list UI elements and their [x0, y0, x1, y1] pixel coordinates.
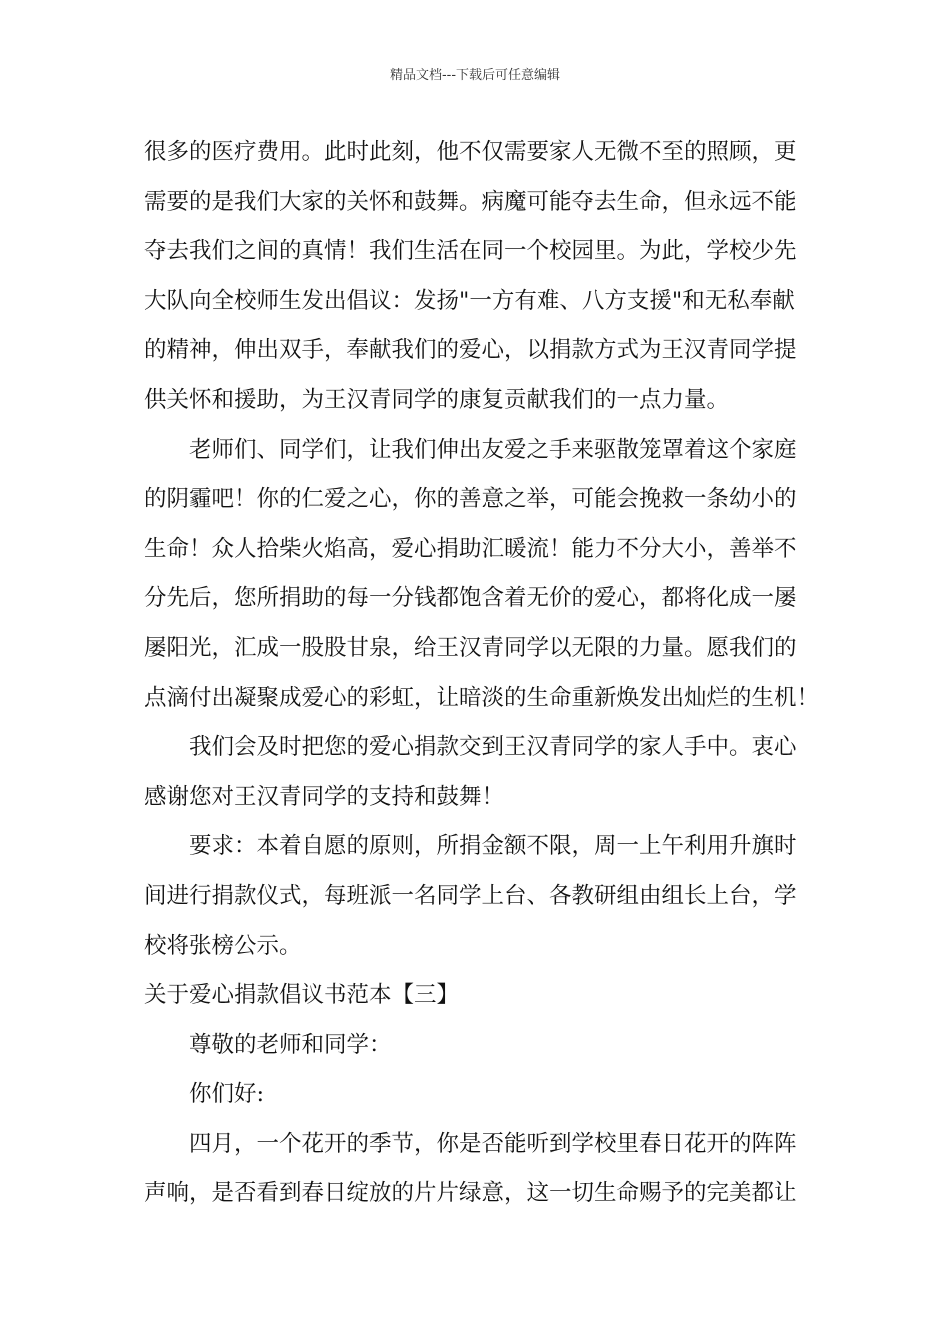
text-line: 点滴付出凝聚成爱心的彩虹，让暗淡的生命重新焕发出灿烂的生机！ — [144, 684, 820, 711]
greeting: 你们好: — [189, 1081, 265, 1108]
text-line: 屡阳光，汇成一股股甘泉，给王汉青同学以无限的力量。愿我们的 — [144, 634, 797, 661]
text-line: 大队向全校师生发出倡议：发扬"一方有难、八方支援"和无私奉献 — [144, 287, 795, 314]
section-title: 关于爱心捐款倡议书范本【三】 — [144, 982, 460, 1009]
text-line: 要求：本着自愿的原则，所捐金额不限，周一上午利用升旗时 — [189, 833, 797, 860]
page-header: 精品文档---下载后可任意编辑 — [389, 68, 561, 83]
text-line: 的阴霾吧！你的仁爱之心，你的善意之举，可能会挽救一条幼小的 — [144, 486, 797, 513]
text-line: 间进行捐款仪式，每班派一名同学上台、各教研组由组长上台，学 — [144, 882, 797, 909]
text-line: 老师们、同学们，让我们伸出友爱之手来驱散笼罩着这个家庭 — [189, 436, 797, 463]
text-line: 很多的医疗费用。此时此刻，他不仅需要家人无微不至的照顾，更 — [144, 139, 797, 165]
text-line: 夺去我们之间的真情！我们生活在同一个校园里。为此，学校少先 — [144, 238, 797, 265]
text-line: 分先后，您所捐助的每一分钱都饱含着无价的爱心，都将化成一屡 — [144, 585, 797, 612]
document-body — [144, 128, 820, 1219]
text-line: 供关怀和援助，为王汉青同学的康复贡献我们的一点力量。 — [144, 386, 730, 413]
salutation: 尊敬的老师和同学： — [189, 1031, 392, 1058]
text-line: 我们会及时把您的爱心捐款交到王汉青同学的家人手中。衷心 — [189, 734, 797, 761]
text-line: 需要的是我们大家的关怀和鼓舞。病魔可能夺去生命，但永远不能 — [144, 188, 797, 215]
text-line: 四月，一个花开的季节，你是否能听到学校里春日花开的阵阵 — [189, 1130, 797, 1157]
text-line: 校将张榜公示。 — [144, 932, 302, 959]
text-line: 声响，是否看到春日绽放的片片绿意，这一切生命赐予的完美都让 — [144, 1180, 797, 1207]
text-line: 生命！众人拾柴火焰高，爱心捐助汇暖流！能力不分大小，善举不 — [144, 535, 797, 562]
text-line: 感谢您对王汉青同学的支持和鼓舞！ — [144, 783, 505, 810]
text-line: 的精神，伸出双手，奉献我们的爱心，以捐款方式为王汉青同学提 — [144, 337, 797, 364]
